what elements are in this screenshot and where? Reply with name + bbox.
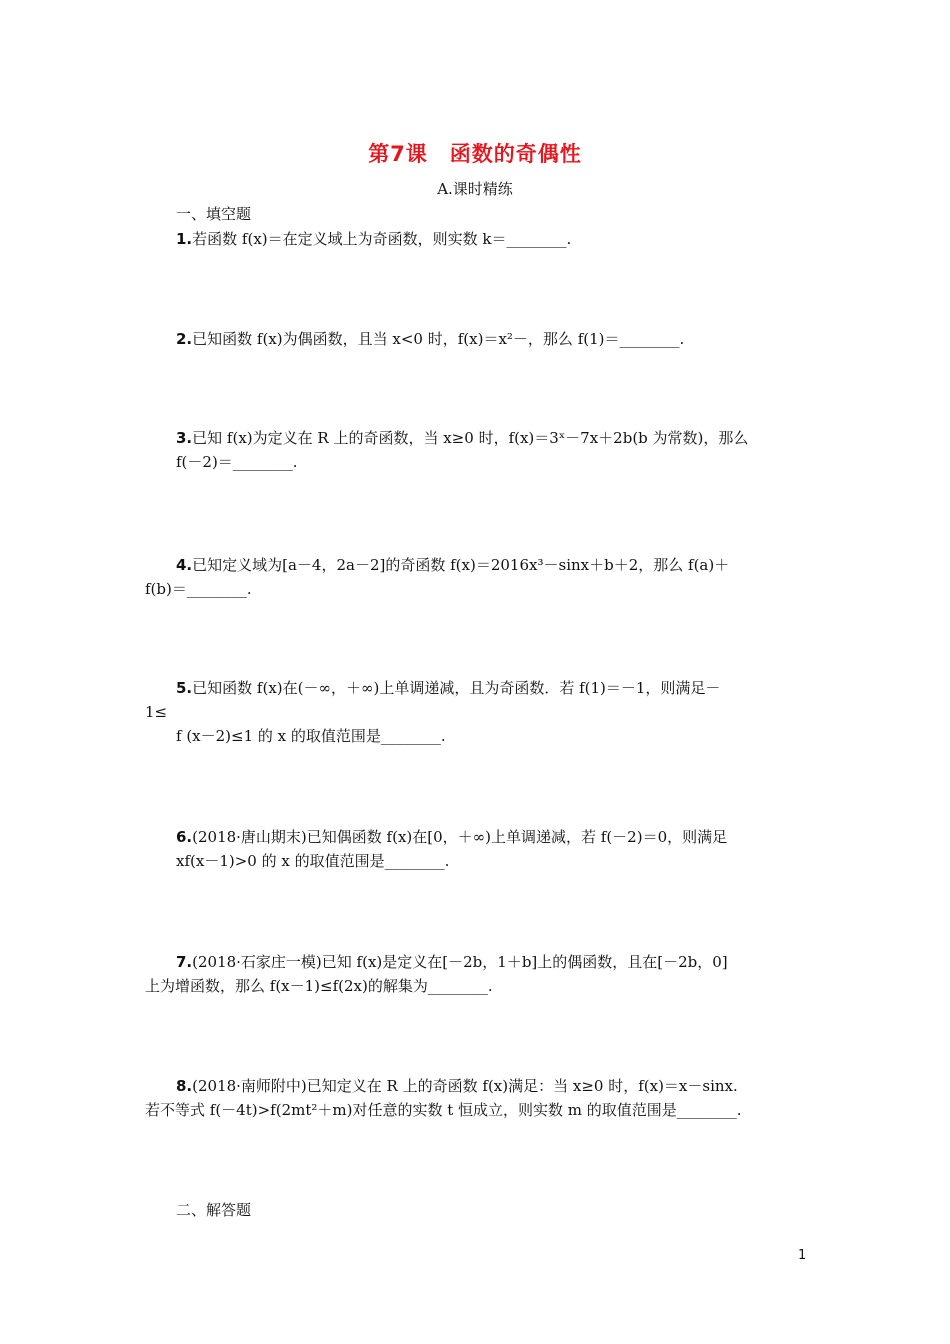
question-number: 2. — [176, 330, 193, 348]
question-6 — [145, 825, 810, 873]
question-7 — [145, 950, 810, 998]
question-number: 8. — [176, 1077, 193, 1095]
question-text: 上为增函数，那么 f(x－1)≤f(2x)的解集为________. — [145, 977, 493, 995]
question-5 — [145, 676, 810, 748]
question-text: 1≤ — [145, 703, 168, 721]
question-text: 已知定义域为[a－4，2a－2]的奇函数 f(x)＝2016x³－sinx＋b＋2，那么 f(a)＋ — [192, 556, 730, 574]
page-number: 1 — [798, 1248, 807, 1263]
question-4 — [145, 553, 810, 601]
question-8 — [145, 1074, 810, 1122]
question-number: 6. — [176, 828, 193, 846]
question-text: f(b)＝________. — [145, 580, 252, 598]
question-text: f (x－2)≤1 的 x 的取值范围是________. — [176, 727, 446, 745]
question-number: 5. — [176, 679, 193, 697]
question-text: 若函数 f(x)＝在定义域上为奇函数，则实数 k＝________. — [192, 230, 572, 248]
question-text: (2018·石家庄一模)已知 f(x)是定义在[－2b，1＋b]上的偶函数，且在[－2b，0] — [192, 953, 728, 971]
section-fill-in: 一、填空题 — [176, 205, 252, 223]
question-number: 1. — [176, 230, 193, 248]
question-3 — [145, 426, 810, 474]
question-text: 已知函数 f(x)在(－∞，＋∞)上单调递减，且为奇函数．若 f(1)＝－1，则满足－ — [192, 679, 721, 697]
lesson-title: 第7课 函数的奇偶性 — [368, 142, 582, 166]
question-text: xf(x－1)>0 的 x 的取值范围是________. — [176, 852, 450, 870]
question-text: f(－2)＝________. — [176, 453, 298, 471]
section-answer: 二、解答题 — [176, 1201, 252, 1219]
question-number: 3. — [176, 429, 193, 447]
question-number: 4. — [176, 556, 193, 574]
question-text: (2018·唐山期末)已知偶函数 f(x)在[0，＋∞)上单调递减，若 f(－2)＝0，则满足 — [192, 828, 728, 846]
question-text: (2018·南师附中)已知定义在 R 上的奇函数 f(x)满足：当 x≥0 时，f(x)＝x－sinx. — [192, 1077, 738, 1095]
question-2 — [145, 327, 810, 351]
question-number: 7. — [176, 953, 193, 971]
lesson-subtitle: A.课时精练 — [437, 180, 513, 198]
question-text: 若不等式 f(－4t)>f(2mt²＋m)对任意的实数 t 恒成立，则实数 m 的取值范围是________. — [145, 1101, 742, 1119]
question-text: 已知函数 f(x)为偶函数，且当 x<0 时，f(x)＝x²－，那么 f(1)＝________. — [192, 330, 685, 348]
question-1 — [145, 227, 810, 251]
question-text: 已知 f(x)为定义在 R 上的奇函数，当 x≥0 时，f(x)＝3ˣ－7x＋2b(b 为常数)，那么 — [192, 429, 749, 447]
